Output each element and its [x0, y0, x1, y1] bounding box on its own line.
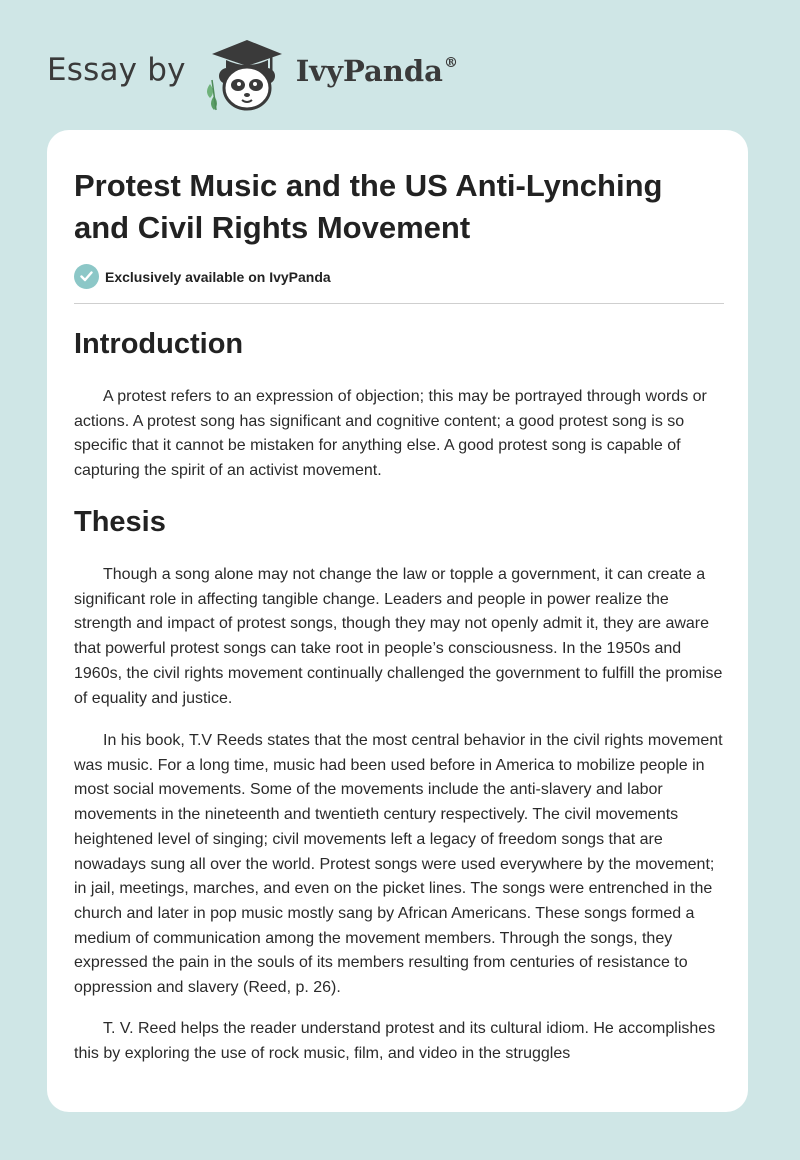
section-heading-thesis: Thesis — [74, 506, 166, 538]
paragraph: T. V. Reed helps the reader understand protest and its cultural idiom. He accomplishes this by exploring the use of rock music, film, and video in the struggles — [74, 1020, 716, 1062]
paragraph: A protest refers to an expression of objection; this may be portrayed through words or actions. A protest song has significant and cognitive content; a good protest song is so specific that it cannot be mistaken for anything else. A good protest song is capable of capturing the spirit of an activist movement. — [74, 388, 707, 480]
page-title: Protest Music and the US Anti-Lynching and Civil Rights Movement — [74, 168, 663, 245]
paragraph: Though a song alone may not change the law or topple a government, it can create a significant role in affecting tangible change. Leaders and people in power realize the strength and impact of protest songs, though they may not openly admit it, they are aware that powerful protest songs can take root in people’s consciousness. In the 1950s and 1960s, the civil rights movement continually challenged the government to fulfill the promise of equality and justice. — [74, 566, 723, 707]
brand-name[interactable] — [296, 54, 458, 88]
ivypanda-panda-logo-icon[interactable] — [200, 32, 294, 112]
essay-by-label: Essay by — [47, 52, 186, 88]
paragraph: In his book, T.V Reeds states that the most central behavior in the civil rights movement was music. For a long time, music had been used before in America to mobilize people in most social movements. Some of the movements include the anti-slavery and labor movements in the nineteenth and twentieth century respectively. The civil movements heightened level of singing; civil movements left a legacy of freedom songs that are nowadays sung all over the world. Protest songs were used everywhere by the movement; in jail, meetings, marches, and even on the picket lines. The songs were entrenched in the church and later in pop music mostly sang by African Americans. These songs formed a medium of communication among the movement members. Through the songs, they expressed the pain in the souls of its members resulting from centuries of resistance to oppression and slavery (Reed, p. 26). — [74, 732, 723, 997]
check-icon — [74, 264, 99, 289]
exclusive-label: Exclusively available on IvyPanda — [105, 268, 331, 285]
title-divider — [74, 303, 724, 304]
registered-mark: ® — [443, 55, 458, 71]
section-heading-introduction: Introduction — [74, 328, 244, 360]
article-card — [47, 130, 748, 1112]
brand-text: IvyPanda — [295, 54, 443, 88]
site-header — [47, 32, 458, 112]
exclusive-badge — [74, 264, 331, 289]
